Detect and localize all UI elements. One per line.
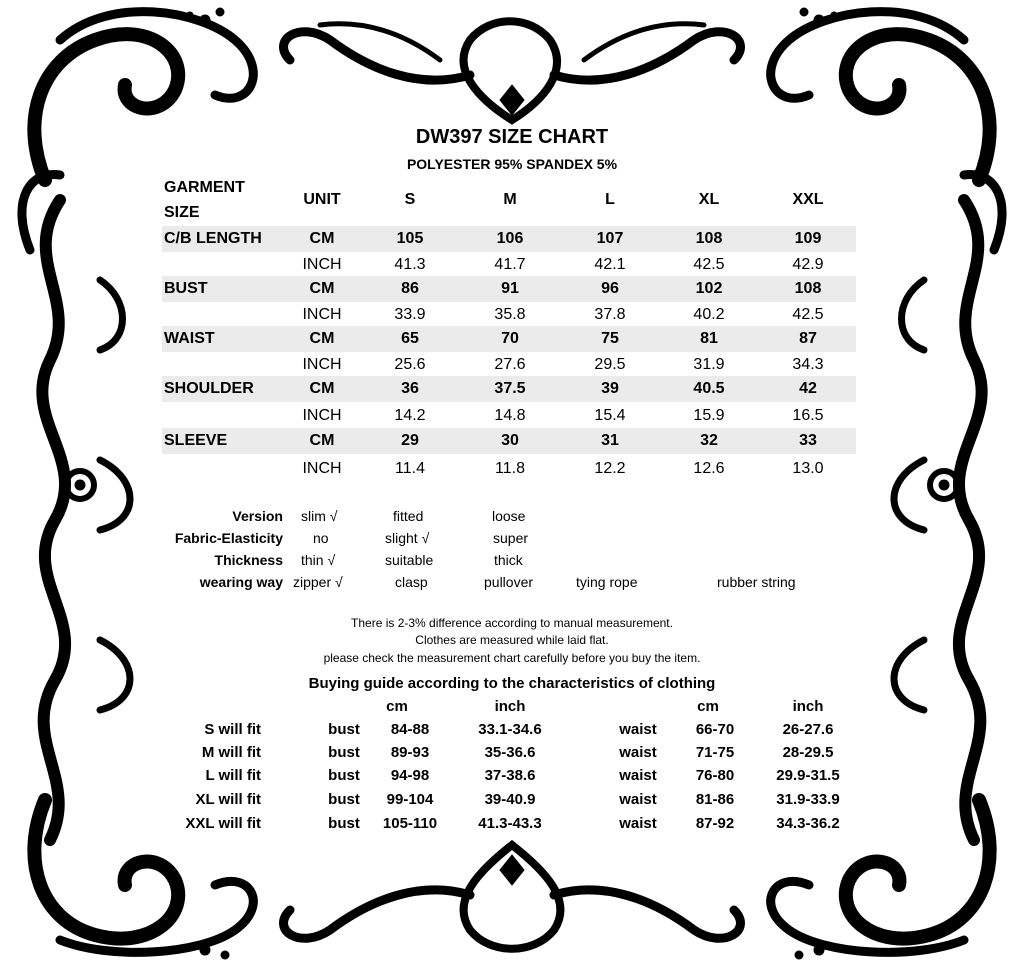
table-cell: 41.7 — [494, 256, 526, 273]
guide-size: S will fit — [204, 721, 261, 738]
table-cell: 42.1 — [594, 256, 626, 273]
top-center-ornament — [284, 21, 741, 120]
table-cell: 106 — [496, 230, 524, 247]
size-header-xl: XL — [698, 191, 720, 208]
guide-size: XXL will fit — [185, 815, 261, 832]
unit-cm: CM — [309, 380, 335, 397]
guide-cell: 89-93 — [390, 744, 430, 761]
table-cell: 108 — [695, 230, 723, 247]
guide-cell: 31.9-33.9 — [776, 791, 840, 808]
characteristic-option: zipper √ — [293, 574, 343, 590]
measurement-note: Clothes are measured while laid flat. — [415, 633, 609, 647]
unit-inch: INCH — [302, 356, 342, 373]
table-cell: 81 — [700, 330, 718, 347]
measure-name: C/B LENGTH — [164, 230, 262, 247]
guide-cell: bust — [328, 721, 360, 738]
table-cell: 30 — [501, 432, 519, 449]
guide-cell: 34.3-36.2 — [776, 815, 840, 832]
characteristic-option: tying rope — [576, 574, 638, 590]
guide-cell: waist — [619, 815, 657, 832]
characteristic-label: Version — [232, 508, 283, 524]
guide-cell: 105-110 — [382, 815, 438, 832]
table-cell: 16.5 — [792, 407, 824, 424]
table-cell: 91 — [501, 280, 519, 297]
guide-cell: 39-40.9 — [484, 791, 536, 808]
table-cell: 27.6 — [494, 356, 526, 373]
table-cell: 29 — [401, 432, 419, 449]
guide-cell: bust — [328, 744, 360, 761]
characteristic-option: thin √ — [301, 552, 336, 568]
characteristic-option: loose — [492, 508, 526, 524]
measurement-note: please check the measurement chart carefully before you buy the item. — [323, 651, 701, 665]
table-cell: 12.6 — [693, 460, 725, 477]
table-cell: 29.5 — [594, 356, 626, 373]
guide-cell: bust — [328, 815, 360, 832]
characteristic-option: pullover — [484, 574, 534, 590]
table-cell: 87 — [799, 330, 817, 347]
table-cell: 13.0 — [792, 460, 824, 477]
guide-cell: waist — [619, 791, 657, 808]
table-cell: 15.4 — [594, 407, 626, 424]
guide-cell: bust — [328, 767, 360, 784]
guide-cell: 26-27.6 — [782, 721, 834, 738]
guide-cell: 81-86 — [695, 791, 735, 808]
characteristic-option: rubber string — [717, 574, 796, 590]
table-cell: 32 — [700, 432, 718, 449]
guide-cell: bust — [328, 791, 360, 808]
guide-size: XL will fit — [195, 791, 261, 808]
characteristic-option: fitted — [393, 508, 424, 524]
table-cell: 37.5 — [494, 380, 526, 397]
size-header-l: L — [605, 191, 615, 208]
guide-cell: waist — [619, 744, 657, 761]
guide-cell: waist — [619, 767, 657, 784]
guide-cell: 71-75 — [695, 744, 735, 761]
unit-cm: CM — [309, 230, 335, 247]
table-cell: 41.3 — [394, 256, 426, 273]
table-cell: 42.5 — [693, 256, 725, 273]
garment-size-header-line2: SIZE — [164, 204, 200, 221]
measurement-note: There is 2-3% difference according to manual measurement. — [351, 616, 673, 630]
table-cell: 33 — [799, 432, 817, 449]
guide-header: cm — [697, 698, 719, 715]
table-cell: 105 — [396, 230, 424, 247]
characteristic-option: slight √ — [385, 530, 430, 546]
unit-cm: CM — [309, 280, 335, 297]
table-cell: 31 — [601, 432, 619, 449]
right-border-scrolls — [894, 200, 982, 840]
characteristic-option: thick — [494, 552, 523, 568]
guide-cell: 33.1-34.6 — [478, 721, 542, 738]
table-cell: 96 — [601, 280, 619, 297]
table-cell: 102 — [695, 280, 723, 297]
guide-cell: 37-38.6 — [484, 767, 536, 784]
characteristic-option: slim √ — [301, 508, 338, 524]
characteristic-option: no — [313, 530, 329, 546]
unit-cm: CM — [309, 432, 335, 449]
table-cell: 14.8 — [494, 407, 526, 424]
table-cell: 39 — [601, 380, 619, 397]
measure-name: SHOULDER — [164, 380, 254, 397]
guide-cell: 28-29.5 — [782, 744, 834, 761]
table-cell: 109 — [794, 230, 822, 247]
size-header-s: S — [404, 191, 416, 208]
guide-cell: 35-36.6 — [484, 744, 536, 761]
table-cell: 40.5 — [693, 380, 725, 397]
guide-cell: waist — [619, 721, 657, 738]
guide-cell: 84-88 — [390, 721, 430, 738]
table-cell: 37.8 — [594, 306, 626, 323]
left-border-scrolls — [42, 200, 130, 840]
guide-size: M will fit — [201, 744, 261, 761]
guide-cell: 94-98 — [390, 767, 430, 784]
table-cell: 11.8 — [495, 460, 525, 477]
bottom-center-ornament — [284, 845, 741, 949]
unit-inch: INCH — [302, 256, 342, 273]
guide-cell: 41.3-43.3 — [478, 815, 542, 832]
table-cell: 31.9 — [693, 356, 725, 373]
table-cell: 42.9 — [792, 256, 824, 273]
table-cell: 15.9 — [693, 407, 725, 424]
characteristic-option: super — [493, 530, 529, 546]
characteristic-option: suitable — [385, 552, 434, 568]
guide-cell: 99-104 — [386, 791, 434, 808]
chart-title: DW397 SIZE CHART — [415, 126, 609, 148]
table-cell: 12.2 — [594, 460, 626, 477]
table-cell: 25.6 — [394, 356, 426, 373]
table-cell: 14.2 — [394, 407, 426, 424]
size-header-xxl: XXL — [792, 191, 824, 208]
table-cell: 34.3 — [792, 356, 824, 373]
table-cell: 36 — [401, 380, 419, 397]
guide-size: L will fit — [205, 767, 261, 784]
guide-cell: 29.9-31.5 — [776, 767, 840, 784]
table-cell: 33.9 — [394, 306, 426, 323]
measure-name: BUST — [164, 280, 208, 297]
table-cell: 107 — [596, 230, 624, 247]
garment-size-header-line1: GARMENT — [164, 179, 245, 196]
table-cell: 40.2 — [693, 306, 725, 323]
guide-cell: 66-70 — [695, 721, 735, 738]
guide-header: inch — [494, 698, 526, 715]
unit-inch: INCH — [302, 407, 342, 424]
guide-cell: 87-92 — [695, 815, 735, 832]
fabric-composition: POLYESTER 95% SPANDEX 5% — [406, 156, 618, 172]
measure-name: WAIST — [164, 330, 215, 347]
characteristic-label: Fabric-Elasticity — [174, 530, 283, 546]
table-cell: 86 — [401, 280, 419, 297]
table-cell: 42 — [799, 380, 817, 397]
guide-header: cm — [386, 698, 408, 715]
guide-cell: 76-80 — [695, 767, 735, 784]
measure-name: SLEEVE — [164, 432, 228, 449]
characteristic-label: Thickness — [214, 552, 283, 568]
table-cell: 70 — [501, 330, 519, 347]
table-cell: 108 — [794, 280, 822, 297]
table-cell: 11.4 — [395, 460, 425, 477]
table-cell: 65 — [401, 330, 419, 347]
table-cell: 75 — [601, 330, 619, 347]
buying-guide-title: Buying guide according to the characteristics of clothing — [308, 675, 716, 692]
unit-header: UNIT — [303, 191, 341, 208]
characteristic-option: clasp — [395, 574, 428, 590]
unit-inch: INCH — [302, 306, 342, 323]
characteristic-label: wearing way — [199, 574, 283, 590]
guide-header: inch — [792, 698, 824, 715]
table-cell: 35.8 — [494, 306, 526, 323]
table-cell: 42.5 — [792, 306, 824, 323]
size-header-m: M — [503, 191, 517, 208]
unit-cm: CM — [309, 330, 335, 347]
unit-inch: INCH — [302, 460, 342, 477]
